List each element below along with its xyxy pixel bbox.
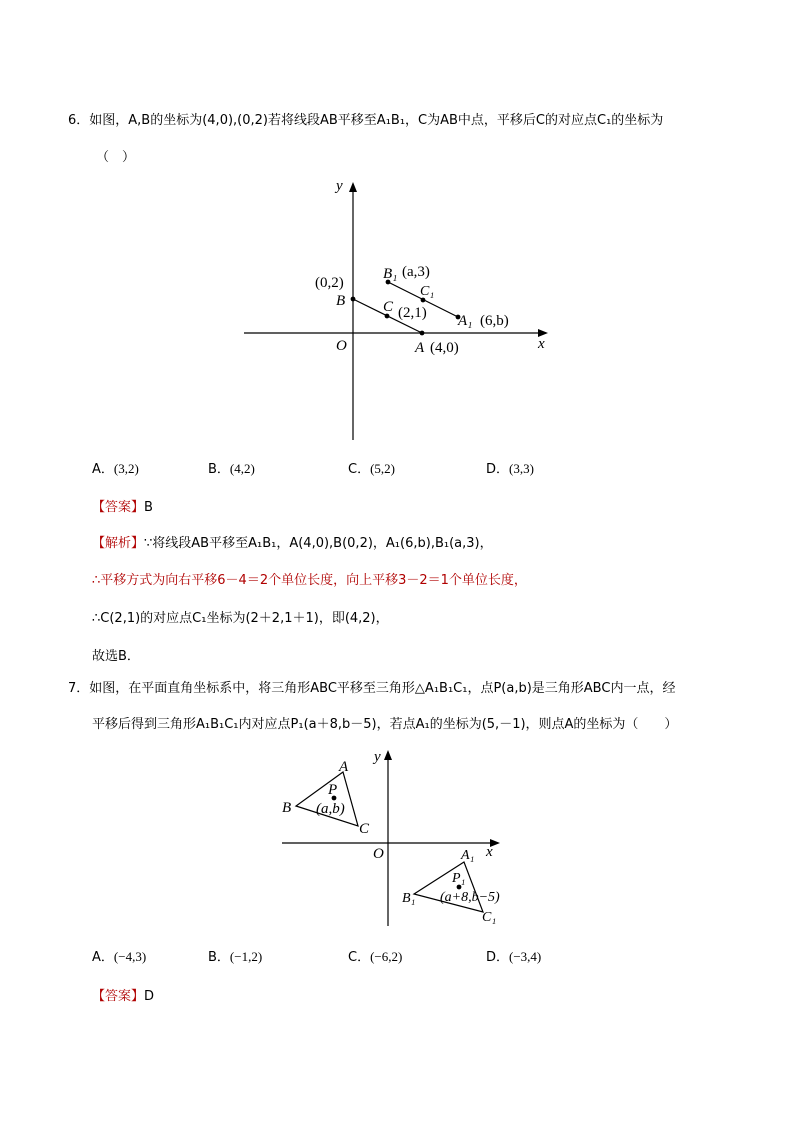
q7-option-a-value: (−4,3) [113, 949, 147, 964]
q6-A-coord: (4,0) [430, 340, 459, 356]
q6-option-a[interactable] [92, 458, 139, 477]
q7-option-a[interactable] [92, 946, 146, 965]
q7-origin-label: O [373, 846, 384, 862]
q6-option-c-letter: C． [348, 462, 371, 477]
q7-P1-coord: (a+8,b−5) [440, 890, 500, 905]
q6-B-label: B [336, 293, 346, 309]
q6-A-label: A [415, 340, 425, 356]
q7-A-label: A [339, 759, 349, 775]
q7-option-b-letter: B． [208, 950, 230, 965]
q6-option-d-letter: D． [486, 462, 510, 477]
q7-P1-label: P₁ [452, 871, 466, 886]
q7-option-c-letter: C． [348, 950, 371, 965]
q7-answer-value: D [144, 989, 155, 1004]
q6-A1-label: A₁ [458, 313, 473, 329]
q7-P-coord: (a,b) [316, 801, 345, 817]
q6-B1-label: B₁ [383, 266, 398, 282]
q6-option-d-value: (3,3) [509, 461, 534, 476]
q6-answer-parentheses: （ ） [96, 150, 136, 165]
q7-option-d-value: (−3,4) [509, 949, 542, 964]
q7-option-b[interactable] [208, 946, 262, 965]
q7-stem-line1: 7．如图，在平面直角坐标系中，将三角形ABC平移至三角形△A₁B₁C₁，点P(a,b)是三角形ABC内一点，经 [68, 681, 676, 696]
q7-triangle-ABC [296, 772, 358, 826]
q6-option-c-value: (5,2) [370, 461, 395, 476]
q7-option-b-value: (−1,2) [229, 949, 263, 964]
q6-point-A [420, 331, 425, 336]
q6-origin-label: O [336, 338, 347, 354]
q7-B-label: B [282, 800, 292, 816]
q6-C-label: C [383, 299, 394, 315]
q6-figure [240, 172, 560, 444]
q7-y-label: y [374, 749, 381, 765]
q6-option-a-value: (3,2) [113, 461, 139, 476]
q6-option-c[interactable] [348, 458, 395, 477]
q7-A1-label: A₁ [461, 848, 475, 863]
q7-answer-tag: 【答案】 [92, 989, 145, 1004]
q6-C1-label: C₁ [420, 284, 435, 299]
q6-x-label: x [538, 336, 545, 352]
q7-option-d-letter: D． [486, 950, 510, 965]
q6-option-a-letter: A． [92, 462, 114, 477]
q6-analysis-tag: 【解析】 [92, 536, 145, 551]
q6-answer [92, 496, 153, 515]
q6-stem-line1: 6．如图，A,B的坐标为(4,0),(0,2)若将线段AB平移至A₁B₁，C为AB中点，平移后C的对应点C₁的坐标为 [68, 113, 664, 128]
q7-answer [92, 985, 154, 1004]
q6-B1-coord: (a,3) [402, 264, 430, 280]
q7-option-d[interactable] [486, 946, 541, 965]
q6-A1-coord: (6,b) [480, 313, 509, 329]
q6-answer-value: B [144, 500, 153, 515]
q7-option-c[interactable] [348, 946, 402, 965]
q7-stem-line2: 平移后得到三角形A₁B₁C₁内对应点P₁(a＋8,b－5)，若点A₁的坐标为(5,－1)，则点A的坐标为（ ） [92, 717, 678, 732]
q7-C-label: C [359, 821, 370, 837]
q6-option-b-letter: B． [208, 462, 230, 477]
q6-analysis-line3: ∴C(2,1)的对应点C₁坐标为(2＋2,1＋1)，即(4,2)， [92, 611, 389, 626]
q7-P-label: P [328, 782, 338, 798]
q6-option-d[interactable] [486, 458, 534, 477]
q7-B1-label: B₁ [402, 891, 416, 906]
q6-point-B [351, 297, 356, 302]
q6-B-coord: (0,2) [315, 275, 344, 291]
q6-analysis-line4: 故选B． [92, 649, 140, 664]
q6-analysis-line2: ∴平移方式为向右平移6－4＝2个单位长度，向上平移3－2＝1个单位长度， [92, 573, 527, 588]
q6-option-b[interactable] [208, 458, 255, 477]
q7-C1-label: C₁ [482, 910, 497, 925]
q6-analysis-line1 [92, 532, 493, 551]
q6-y-arrow-icon [349, 182, 357, 192]
q6-C-coord: (2,1) [398, 305, 427, 321]
q6-y-label: y [336, 178, 343, 194]
q7-y-arrow-icon [384, 750, 392, 760]
q7-option-a-letter: A． [92, 950, 114, 965]
q7-x-label: x [486, 844, 493, 860]
q6-option-b-value: (4,2) [229, 461, 255, 476]
q7-figure [278, 744, 518, 930]
q6-analysis-text1: ∵将线段AB平移至A₁B₁，A(4,0),B(0,2)，A₁(6,b),B₁(a,3)， [144, 536, 493, 551]
q7-option-c-value: (−6,2) [370, 949, 403, 964]
q6-answer-tag: 【答案】 [92, 500, 145, 515]
